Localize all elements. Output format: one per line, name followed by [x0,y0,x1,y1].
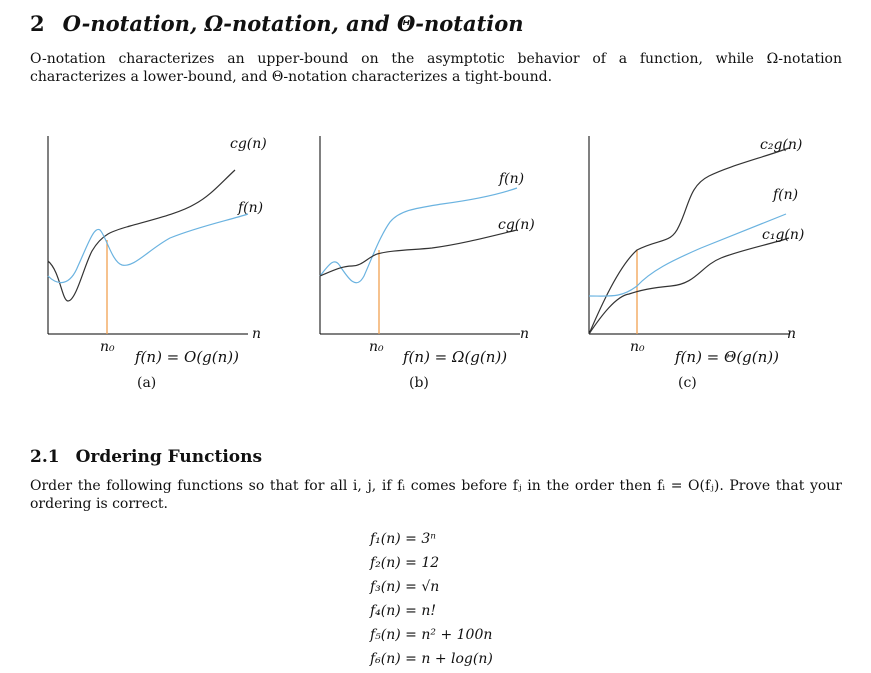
upper-curve [589,148,789,334]
equation-f2: f₂(n) = 12 [370,555,440,571]
caption: (b) [409,375,429,391]
label-upper: cg(n) [230,136,267,152]
subsection-title [30,447,262,467]
formula: f(n) = Ω(g(n)) [403,348,508,366]
section-title-text: O-notation, Ω-notation, and Θ-notation [62,11,524,36]
label-lower: cg(n) [498,217,535,233]
label-n0: n₀ [630,339,645,355]
lower-curve [48,214,248,283]
label-n: n [252,326,262,342]
formula: f(n) = O(g(n)) [135,348,239,366]
subsection-number: 2.1 [30,447,60,467]
lower-curve [320,230,517,276]
subsection-paragraph: Order the following functions so that for all i, j, if fᵢ comes before fⱼ in the order then fᵢ = O(fⱼ). Prove that your ordering is correct. [30,478,842,512]
intro-paragraph: O-notation characterizes an upper-bound on the asymptotic behavior of a function, while Ω-notation characterizes a lower-bound, and Θ-notation characterizes a tight-bound. [30,51,842,85]
label-n0: n₀ [100,339,115,355]
label-n: n [520,326,530,342]
equation-f5: f₅(n) = n² + 100n [370,627,493,643]
equation-list [370,527,493,671]
upper-curve [320,188,517,283]
label-n: n [787,326,797,342]
label-upper: f(n) [499,171,525,187]
section-number: 2 [30,11,45,36]
figure-b [302,126,572,406]
equation-f6: f₆(n) = n + log(n) [370,651,493,667]
figure-a [30,126,300,406]
subsection-title-text: Ordering Functions [75,447,263,467]
middle-curve [589,214,786,296]
caption: (a) [137,375,157,391]
formula: f(n) = Θ(g(n)) [675,348,779,366]
lower-curve [589,238,789,334]
figure-c [571,126,841,406]
upper-curve [48,170,235,301]
caption: (c) [678,375,697,391]
equation-f1: f₁(n) = 3ⁿ [370,531,436,547]
equation-f3: f₃(n) = √n [370,579,440,595]
label-n0: n₀ [369,339,384,355]
label-middle: f(n) [773,187,799,203]
label-lower: c₁g(n) [762,227,805,243]
equation-f4: f₄(n) = n! [370,603,437,619]
label-lower: f(n) [238,200,264,216]
label-upper: c₂g(n) [760,137,803,153]
section-title [30,11,524,36]
